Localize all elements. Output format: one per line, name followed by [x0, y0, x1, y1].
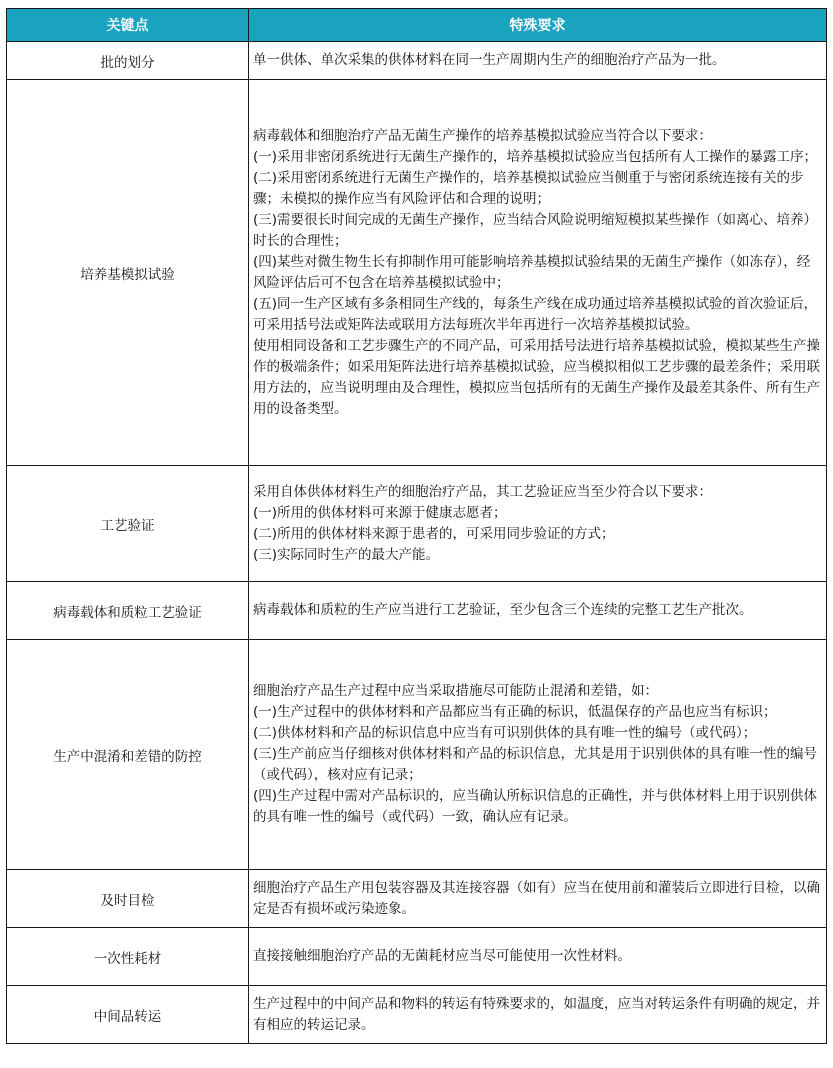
requirement-cell: [249, 870, 827, 928]
requirement-line: (五)同一生产区域有多条相同生产线的，每条生产线在成功通过培养基模拟试验的首次验证后，可采用括号法或矩阵法或联用方法每班次半年再进行一次培养基模拟试验。: [253, 295, 818, 333]
key-point-cell: 及时目检: [7, 870, 249, 928]
requirement-cell: [249, 80, 827, 466]
requirement-cell: [249, 466, 827, 582]
requirement-line: 单一供体、单次采集的供体材料在同一生产周期内生产的细胞治疗产品为一批。: [253, 52, 726, 68]
requirement-line: (一)采用非密闭系统进行无菌生产操作的，培养基模拟试验应当包括所有人工操作的暴露工序；: [253, 148, 818, 165]
requirement-cell: [249, 928, 827, 986]
key-point-cell: 培养基模拟试验: [7, 80, 249, 466]
requirement-cell: [249, 42, 827, 80]
requirement-line: 病毒载体和质粒的生产应当进行工艺验证，至少包含三个连续的完整工艺生产批次。: [253, 602, 753, 618]
requirement-line: (四)某些对微生物生长有抑制作用可能影响培养基模拟试验结果的无菌生产操作（如冻存），经风险评估后可不包含在培养基模拟试验中；: [253, 253, 811, 291]
table-row: [7, 80, 827, 466]
requirement-line: (二)所用的供体材料来源于患者的，可采用同步验证的方式；: [253, 525, 615, 542]
requirement-cell: [249, 986, 827, 1044]
key-point-cell: 病毒载体和质粒工艺验证: [7, 582, 249, 640]
table-row: [7, 640, 827, 870]
requirement-line: 细胞治疗产品生产用包装容器及其连接容器（如有）应当在使用前和灌装后立即进行目检，以确定是否有损坏或污染迹象。: [253, 879, 820, 917]
requirement-line: 采用自体供体材料生产的细胞治疗产品，其工艺验证应当至少符合以下要求：: [253, 483, 712, 500]
key-point-cell: 工艺验证: [7, 466, 249, 582]
requirement-line: 直接接触细胞治疗产品的无菌耗材应当尽可能使用一次性材料。: [253, 948, 631, 964]
requirement-line: (二)供体材料和产品的标识信息中应当有可识别供体的具有唯一性的编号（或代码）；: [253, 725, 757, 741]
requirement-line: 生产过程中的中间产品和物料的转运有特殊要求的，如温度，应当对转运条件有明确的规定，并有相应的转运记录。: [253, 995, 820, 1033]
requirement-line: (三)生产前应当仔细核对供体材料和产品的标识信息，尤其是用于识别供体的具有唯一性的编号（或代码），核对应有记录；: [253, 746, 818, 783]
key-point-cell: 一次性耗材: [7, 928, 249, 986]
requirement-line: 使用相同设备和工艺步骤生产的不同产品，可采用括号法进行培养基模拟试验，模拟某些生产操作的极端条件；如采用矩阵法进行培养基模拟试验，应当模拟相似工艺步骤的最差条件；采用联用方法的，应当说明理由及合理性，模拟应当包括所有的无菌生产操作及最差其条件、所有生产用的设备类型。: [253, 337, 820, 417]
key-point-cell: 中间品转运: [7, 986, 249, 1044]
requirement-line: (二)采用密闭系统进行无菌生产操作的，培养基模拟试验应当侧重于与密闭系统连接有关的步骤；未模拟的操作应当有风险评估和合理的说明；: [253, 169, 804, 207]
key-point-cell: 批的划分: [7, 42, 249, 80]
requirement-cell: [249, 582, 827, 640]
header-key-point: 关键点: [7, 9, 249, 42]
requirement-line: (三)实际同时生产的最大产能。: [253, 546, 440, 563]
key-point-cell: 生产中混淆和差错的防控: [7, 640, 249, 870]
requirement-cell: [249, 640, 827, 870]
requirement-line: (三)需要很长时间完成的无菌生产操作，应当结合风险说明缩短模拟某些操作（如离心、培养）时长的合理性；: [253, 211, 818, 249]
table-row: [7, 42, 827, 80]
header-special-requirement: 特殊要求: [249, 9, 827, 42]
requirement-line: (四)生产过程中需对产品标识的，应当确认所标识信息的正确性，并与供体材料上用于识别供体的具有唯一性的编号（或代码）一致，确认应有记录。: [253, 788, 818, 825]
table-header-row: [7, 9, 827, 42]
table-row: [7, 870, 827, 928]
requirement-line: (一)生产过程中的供体材料和产品都应当有正确的标识，低温保存的产品也应当有标识；: [253, 704, 777, 720]
requirement-line: (一)所用的供体材料可来源于健康志愿者；: [253, 504, 507, 521]
requirement-line: 病毒载体和细胞治疗产品无菌生产操作的培养基模拟试验应当符合以下要求：: [253, 127, 712, 144]
requirement-line: 细胞治疗产品生产过程中应当采取措施尽可能防止混淆和差错，如：: [253, 683, 658, 699]
table-row: [7, 928, 827, 986]
requirements-table: [6, 8, 827, 1044]
table-row: [7, 466, 827, 582]
table-row: [7, 582, 827, 640]
table-row: [7, 986, 827, 1044]
